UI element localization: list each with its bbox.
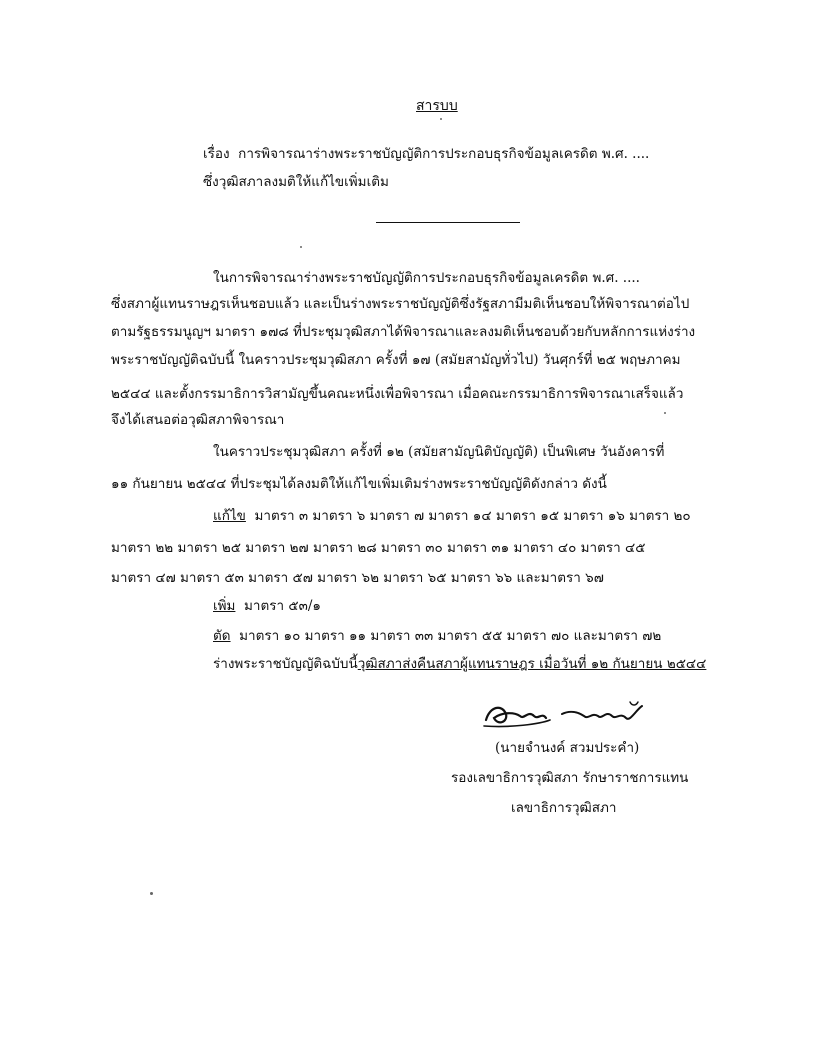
para1-line-5: ๒๕๔๔ และตั้งกรรมาธิการวิสามัญขึ้นคณะหนึ่งเพื่อพิจารณา เมื่อคณะกรรมาธิการพิจารณาเสร็จแล้ว xyxy=(111,386,684,402)
scan-speck xyxy=(300,246,302,248)
scan-speck xyxy=(664,412,666,414)
amend-sections-1: มาตรา ๓ มาตรา ๖ มาตรา ๗ มาตรา ๑๔ มาตรา ๑๕ มาตรา ๑๖ มาตรา ๒๐ xyxy=(254,508,691,524)
para2-line-2: ๑๑ กันยายน ๒๕๔๔ ที่ประชุมได้ลงมติให้แก้ไขเพิ่มเติมร่างพระราชบัญญัติดังกล่าว ดังนี้ xyxy=(111,476,607,492)
cut-sections: มาตรา ๑๐ มาตรา ๑๑ มาตรา ๓๓ มาตรา ๕๕ มาตรา ๗๐ และมาตรา ๗๒ xyxy=(239,628,662,644)
add-sections: มาตรา ๕๓/๑ xyxy=(244,598,321,614)
scan-speck xyxy=(150,892,153,895)
handwritten-signature xyxy=(480,698,650,734)
para1-line-2: ซึ่งสภาผู้แทนราษฎรเห็นชอบแล้ว และเป็นร่างพระราชบัญญัติซึ่งรัฐสภามีมติเห็นชอบให้พิจารณาต่อไป xyxy=(111,296,690,312)
signatory-name: (นายจำนงค์ สวมประคำ) xyxy=(495,740,640,756)
para1-line-3: ตามรัฐธรรมนูญฯ มาตรา ๑๗๘ ที่ประชุมวุฒิสภาได้พิจารณาและลงมติเห็นชอบด้วยกับหลักการแห่งร่าง xyxy=(111,324,696,340)
add-line xyxy=(213,596,321,616)
cut-line xyxy=(213,626,661,646)
para1-line-6: จึงได้เสนอต่อวุฒิสภาพิจารณา xyxy=(111,412,285,428)
cut-label: ตัด xyxy=(213,628,231,644)
document-heading: สารบบ xyxy=(416,98,458,114)
signatory-title-1: รองเลขาธิการวุฒิสภา รักษาราชการแทน xyxy=(451,770,689,786)
signatory-title-2: เลขาธิการวุฒิสภา xyxy=(511,800,617,816)
closing-return-date: วุฒิสภาส่งคืนสภาผู้แทนราษฎร เมื่อวันที่ ๑๒ กันยายน ๒๕๔๔ xyxy=(357,656,707,672)
subject-text: การพิจารณาร่างพระราชบัญญัติการประกอบธุรกิจข้อมูลเครดิต พ.ศ. .... xyxy=(238,146,650,162)
amend-label: แก้ไข xyxy=(213,508,246,524)
subject-line xyxy=(203,144,649,164)
subject-line-2: ซึ่งวุฒิสภาลงมติให้แก้ไขเพิ่มเติม xyxy=(203,174,389,190)
closing-prefix: ร่างพระราชบัญญัติฉบับนี้ xyxy=(213,656,358,672)
scan-speck xyxy=(440,118,442,120)
amend-line-1 xyxy=(213,506,691,526)
amend-line-2: มาตรา ๒๒ มาตรา ๒๕ มาตรา ๒๗ มาตรา ๒๘ มาตรา ๓๐ มาตรา ๓๑ มาตรา ๔๐ มาตรา ๔๕ xyxy=(111,540,646,556)
amend-line-3: มาตรา ๔๗ มาตรา ๕๓ มาตรา ๕๗ มาตรา ๖๒ มาตรา ๖๕ มาตรา ๖๖ และมาตรา ๖๗ xyxy=(111,570,604,586)
subject-label: เรื่อง xyxy=(203,146,230,162)
para2-line-1: ในคราวประชุมวุฒิสภา ครั้งที่ ๑๒ (สมัยสามัญนิติบัญญัติ) เป็นพิเศษ วันอังคารที่ xyxy=(213,444,665,460)
closing-line xyxy=(213,654,706,674)
horizontal-rule xyxy=(376,222,520,223)
para1-line-1: ในการพิจารณาร่างพระราชบัญญัติการประกอบธุรกิจข้อมูลเครดิต พ.ศ. .... xyxy=(213,270,640,286)
add-label: เพิ่ม xyxy=(213,598,236,614)
para1-line-4: พระราชบัญญัติฉบับนี้ ในคราวประชุมวุฒิสภา ครั้งที่ ๑๗ (สมัยสามัญทั่วไป) วันศุกร์ที่ ๒๕ พฤษภาคม xyxy=(111,352,681,368)
